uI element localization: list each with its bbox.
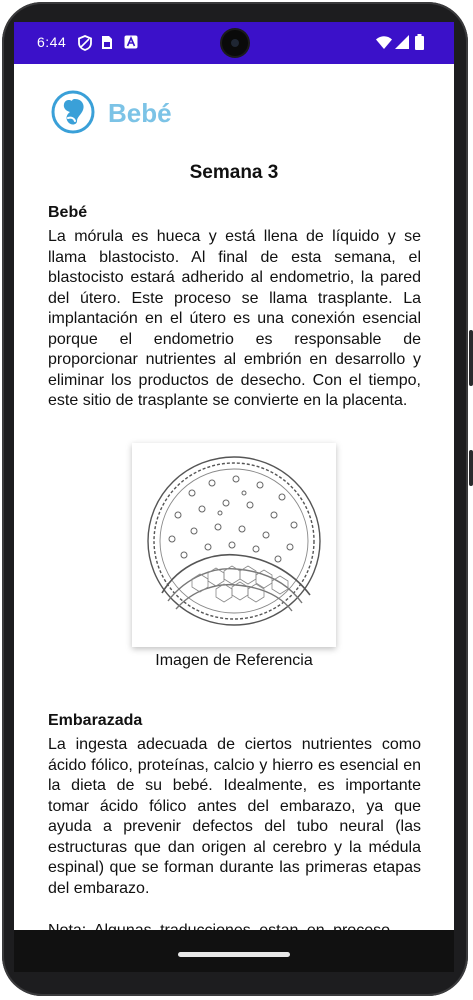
home-gesture-handle[interactable] (178, 952, 290, 957)
reference-image (132, 443, 336, 647)
screen (14, 22, 454, 972)
volume-button (469, 330, 473, 386)
signal-icon (395, 35, 409, 54)
shield-icon (78, 35, 92, 56)
status-time: 6:44 (37, 34, 67, 50)
power-button (469, 450, 473, 486)
font-a-icon (124, 35, 138, 54)
pregnant-heading: Embarazada (48, 712, 143, 729)
baby-paragraph: La mórula es hueca y está llena de líquido y se llama blastocisto. Al final de esta semana, el blastocisto estará adherido al endometrio, la pared del útero. Este proceso se llama trasplante. La implantación en el útero es una conexión esencial porque el endometrio es responsable de proporcionar nutrientes al embrión en desarrollo y eliminar los productos de desecho. Con el tiempo, este sitio de trasplante se convierte en la placenta. (48, 228, 421, 409)
week-title: Semana 3 (189, 162, 279, 183)
blastocyst-illustration (132, 443, 336, 647)
front-camera (222, 30, 248, 56)
battery-icon (415, 34, 424, 55)
baby-fetus-icon (51, 90, 95, 134)
image-caption: Imagen de Referencia (155, 652, 313, 669)
sim-card-icon (101, 35, 113, 55)
pregnant-paragraph: La ingesta adecuada de ciertos nutrientes como ácido fólico, proteínas, calcio y hierro es esencial en la dieta de su bebé. Idealmente, es importante tomar ácido fólico antes del embarazo, ya que ayuda a prevenir defectos del tubo neural (las estructuras que dan origen al cerebro y la médula espinal) que se forman durante las primeras etapas del embarazo. (48, 736, 421, 897)
content-scroll[interactable] (14, 150, 454, 930)
status-bar (14, 22, 454, 64)
baby-heading: Bebé (48, 204, 88, 221)
navigation-bar (14, 930, 454, 972)
app-title: Bebé (108, 98, 172, 128)
wifi-icon (376, 36, 392, 54)
app-bar (14, 82, 454, 142)
